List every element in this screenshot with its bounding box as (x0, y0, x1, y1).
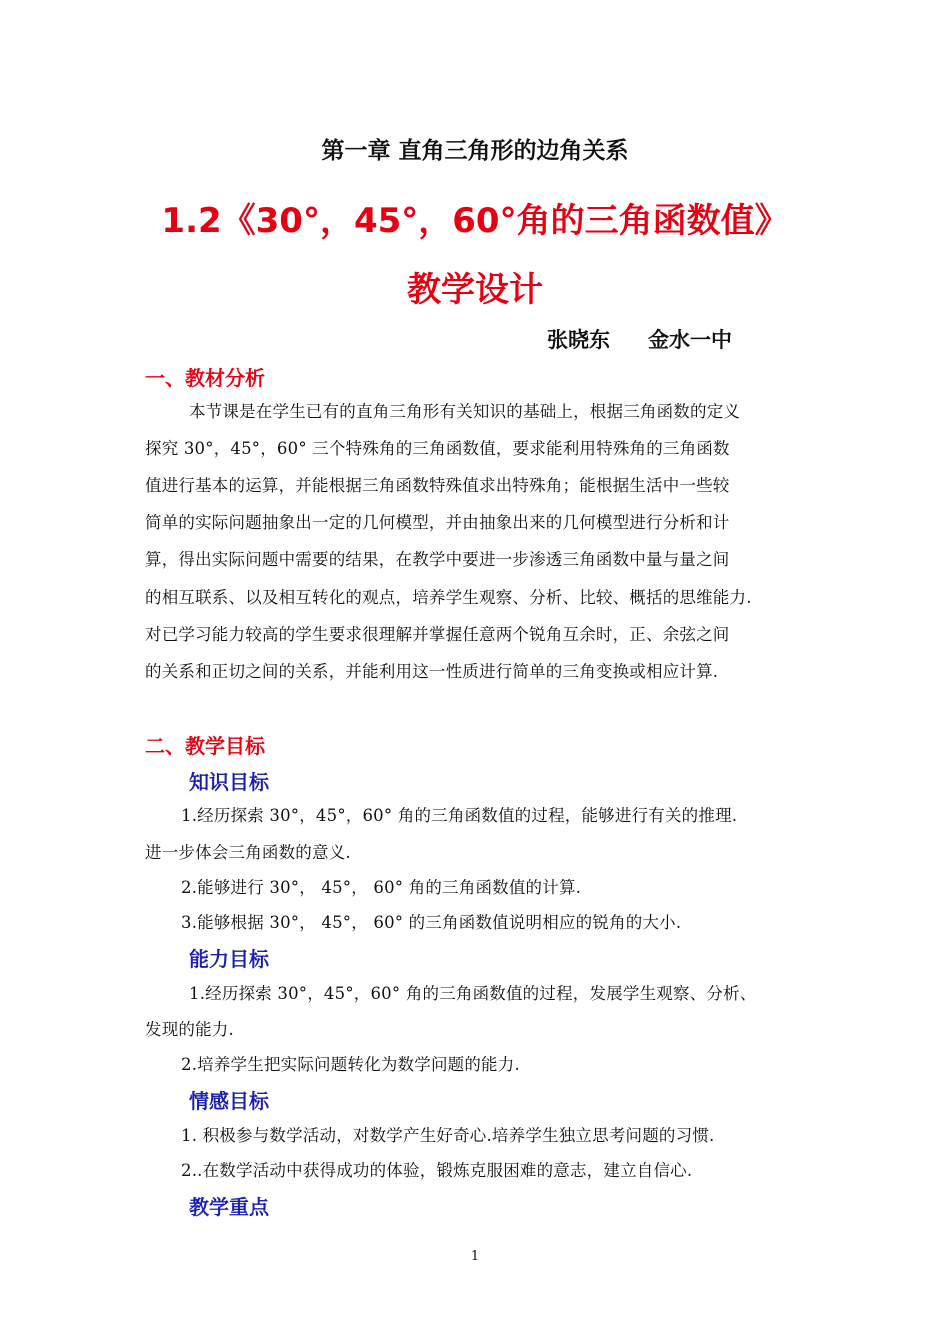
list-item: 1.经历探索 30°，45°，60° 角的三角函数值的过程，发展学生观察、分析、 (189, 984, 757, 1003)
list-item: 1.经历探索 30°，45°，60° 角的三角函数值的过程，能够进行有关的推理. (181, 806, 738, 825)
list-item: 2.培养学生把实际问题转化为数学问题的能力. (181, 1055, 520, 1074)
paragraph-line: 的相互联系、以及相互转化的观点，培养学生观察、分析、比较、概括的思维能力. (145, 588, 752, 607)
author-name: 张晓东 (547, 328, 610, 352)
chapter-title: 第一章 直角三角形的边角关系 (321, 138, 629, 164)
page-number: 1 (470, 1249, 480, 1264)
paragraph-line: 对已学习能力较高的学生要求很理解并掌握任意两个锐角互余时，正、余弦之间 (145, 625, 730, 644)
school-name: 金水一中 (648, 328, 732, 352)
subheading-emotion-goals: 情感目标 (189, 1089, 269, 1113)
list-item: 1. 积极参与数学活动，对数学产生好奇心.培养学生独立思考问题的习惯. (181, 1126, 715, 1145)
lesson-title: 1.2《30°，45°，60°角的三角函数值》 (161, 201, 789, 241)
list-item: 3.能够根据 30°， 45°， 60° 的三角函数值说明相应的锐角的大小. (181, 913, 682, 932)
paragraph-line: 的关系和正切之间的关系，并能利用这一性质进行简单的三角变换或相应计算. (145, 662, 719, 681)
section-heading-material-analysis: 一、教材分析 (145, 366, 265, 390)
list-item: 2..在数学活动中获得成功的体验，锻炼克服困难的意志，建立自信心. (181, 1161, 693, 1180)
paragraph-line: 本节课是在学生已有的直角三角形有关知识的基础上，根据三角函数的定义 (189, 402, 741, 421)
section-heading-teaching-goals: 二、教学目标 (145, 734, 265, 758)
paragraph-line: 简单的实际问题抽象出一定的几何模型，并由抽象出来的几何模型进行分析和计 (145, 513, 730, 532)
list-item: 发现的能力. (145, 1020, 234, 1039)
subheading-key-points: 教学重点 (189, 1195, 269, 1219)
list-item: 2.能够进行 30°， 45°， 60° 角的三角函数值的计算. (181, 878, 582, 897)
design-title: 教学设计 (407, 270, 543, 310)
list-item: 进一步体会三角函数的意义. (145, 843, 351, 862)
paragraph-line: 探究 30°，45°，60° 三个特殊角的三角函数值，要求能利用特殊角的三角函数 (145, 439, 730, 458)
paragraph-line: 算，得出实际问题中需要的结果，在教学中要进一步渗透三角函数中量与量之间 (145, 550, 730, 569)
paragraph-line: 值进行基本的运算，并能根据三角函数特殊值求出特殊角；能根据生活中一些较 (145, 476, 730, 495)
subheading-ability-goals: 能力目标 (189, 947, 269, 971)
subheading-knowledge-goals: 知识目标 (189, 770, 269, 794)
